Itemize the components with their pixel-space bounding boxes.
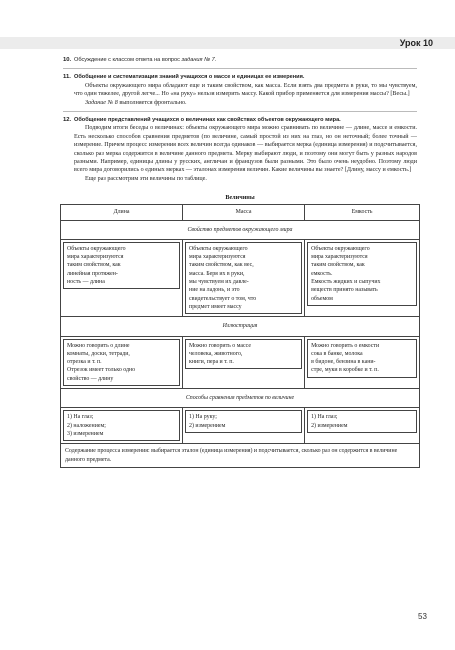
table-cell: 1) На руку; 2) измерением bbox=[185, 410, 302, 433]
task-reference: Задание № 8 bbox=[85, 99, 118, 106]
item-number: 11. bbox=[63, 74, 71, 81]
divider bbox=[63, 111, 417, 112]
divider bbox=[63, 68, 417, 69]
section-header: Способы сравнения предметов по величине bbox=[61, 389, 420, 408]
table-row bbox=[61, 336, 420, 388]
table-cell: Объекты окружающего мира характеризуются таким свойством, как линейная протяжен- ность — длина bbox=[63, 242, 180, 289]
section-header: Свойство предметов окружающего мира bbox=[61, 220, 420, 239]
table-row bbox=[61, 239, 420, 316]
page-content bbox=[63, 56, 417, 468]
item-12 bbox=[63, 116, 417, 183]
table-cell: Можно говорить о массе человека, животного, книги, пера и т. п. bbox=[185, 339, 302, 370]
lesson-title: Урок 10 bbox=[399, 38, 433, 48]
page-number: 53 bbox=[418, 612, 427, 621]
section-header: Иллюстрация bbox=[61, 317, 420, 336]
task-note: выполняется фронтально. bbox=[117, 99, 187, 106]
item-11 bbox=[63, 73, 417, 107]
column-header: Масса bbox=[183, 205, 305, 220]
item-heading: Обобщение представлений учащихся о величинах как свойствах объектов окружающего мира. bbox=[74, 117, 341, 124]
table-header-row bbox=[61, 205, 420, 220]
item-heading: Обобщение и систематизация знаний учащихся о массе и единицах ее измерения. bbox=[74, 74, 305, 81]
table-row bbox=[61, 408, 420, 444]
item-10 bbox=[63, 56, 417, 64]
header-bar bbox=[0, 37, 455, 49]
column-header: Емкость bbox=[305, 205, 420, 220]
item-text: Обсуждение с классом ответа на вопрос bbox=[74, 57, 182, 63]
item-number: 10. bbox=[63, 57, 72, 63]
table-cell: Объекты окружающего мира характеризуются таким свойством, как емкость. Емкость жидких и сыпучих веществ принято называть объемом bbox=[307, 242, 417, 306]
column-header: Длина bbox=[61, 205, 183, 220]
table-cell: Можно говорить о длине комнаты, доски, тетради, отрезка и т. п. Отрезок имеет только одно свойство — длину bbox=[63, 339, 180, 386]
quantities-table bbox=[60, 204, 420, 468]
item-paragraph: Подводим итоги беседы о величинах: объекты окружающего мира можно сравнивать по величине — длине, массе и емкости. Есть несколько способов сравнения предметов (по величине, самый простой из них на глаз, но он неточный; более точный — измерение. Причем процесс измерения всех величин всегда одинаков — выбирается мерка (единица измерения) и подсчитывается, сколько раз мерка содержится в величине данного предмета. Мерку выбирают люди, и поэтому они могут быть у разных народов разными. Например, единицы длины у русских, англичан и французов были разными. Это было очень неудобно. Поэтому люди всего мира договорились о единых мерках — эталонах измерения величин. Какие величины вы знаете? [Длину, массу и емкость.] bbox=[74, 125, 417, 174]
item-text-italic: задания № 7. bbox=[181, 57, 217, 63]
table-title: Величины bbox=[225, 194, 255, 202]
table-cell: Объекты окружающего мира характеризуются таким свойством, как вес, масса. Беря их в руки, мы чувствуем их давле- ние на ладонь, и это свидетельствует о том, что предмет имеет массу bbox=[185, 242, 302, 314]
item-paragraph-2: Еще раз рассмотрим эти величины по таблице. bbox=[85, 175, 207, 182]
table-cell: 1) На глаз; 2) наложением; 3) измерением bbox=[63, 410, 180, 441]
table-cell: Можно говорить о емкости сока в банке, молока в бидоне, бензина в кани- стре, муки в коробке и т. п. bbox=[307, 339, 417, 378]
table-cell: 1) На глаз; 2) измерением bbox=[307, 410, 417, 433]
table-footer: Содержание процесса измерения: выбирается эталон (единица измерения) и подсчитывается, сколько раз он содержится в величине данного предмета. bbox=[61, 444, 420, 468]
item-paragraph: Объекты окружающего мира обладают еще и таким свойством, как масса. Если взять два предмета в руки, то мы чувствуем, что один тяжелее, другой легче... Но «на руку» нельзя измерить массу. Какой прибор применяется для измерения массы? [Весы.] bbox=[74, 82, 417, 98]
item-number: 12. bbox=[63, 117, 72, 124]
